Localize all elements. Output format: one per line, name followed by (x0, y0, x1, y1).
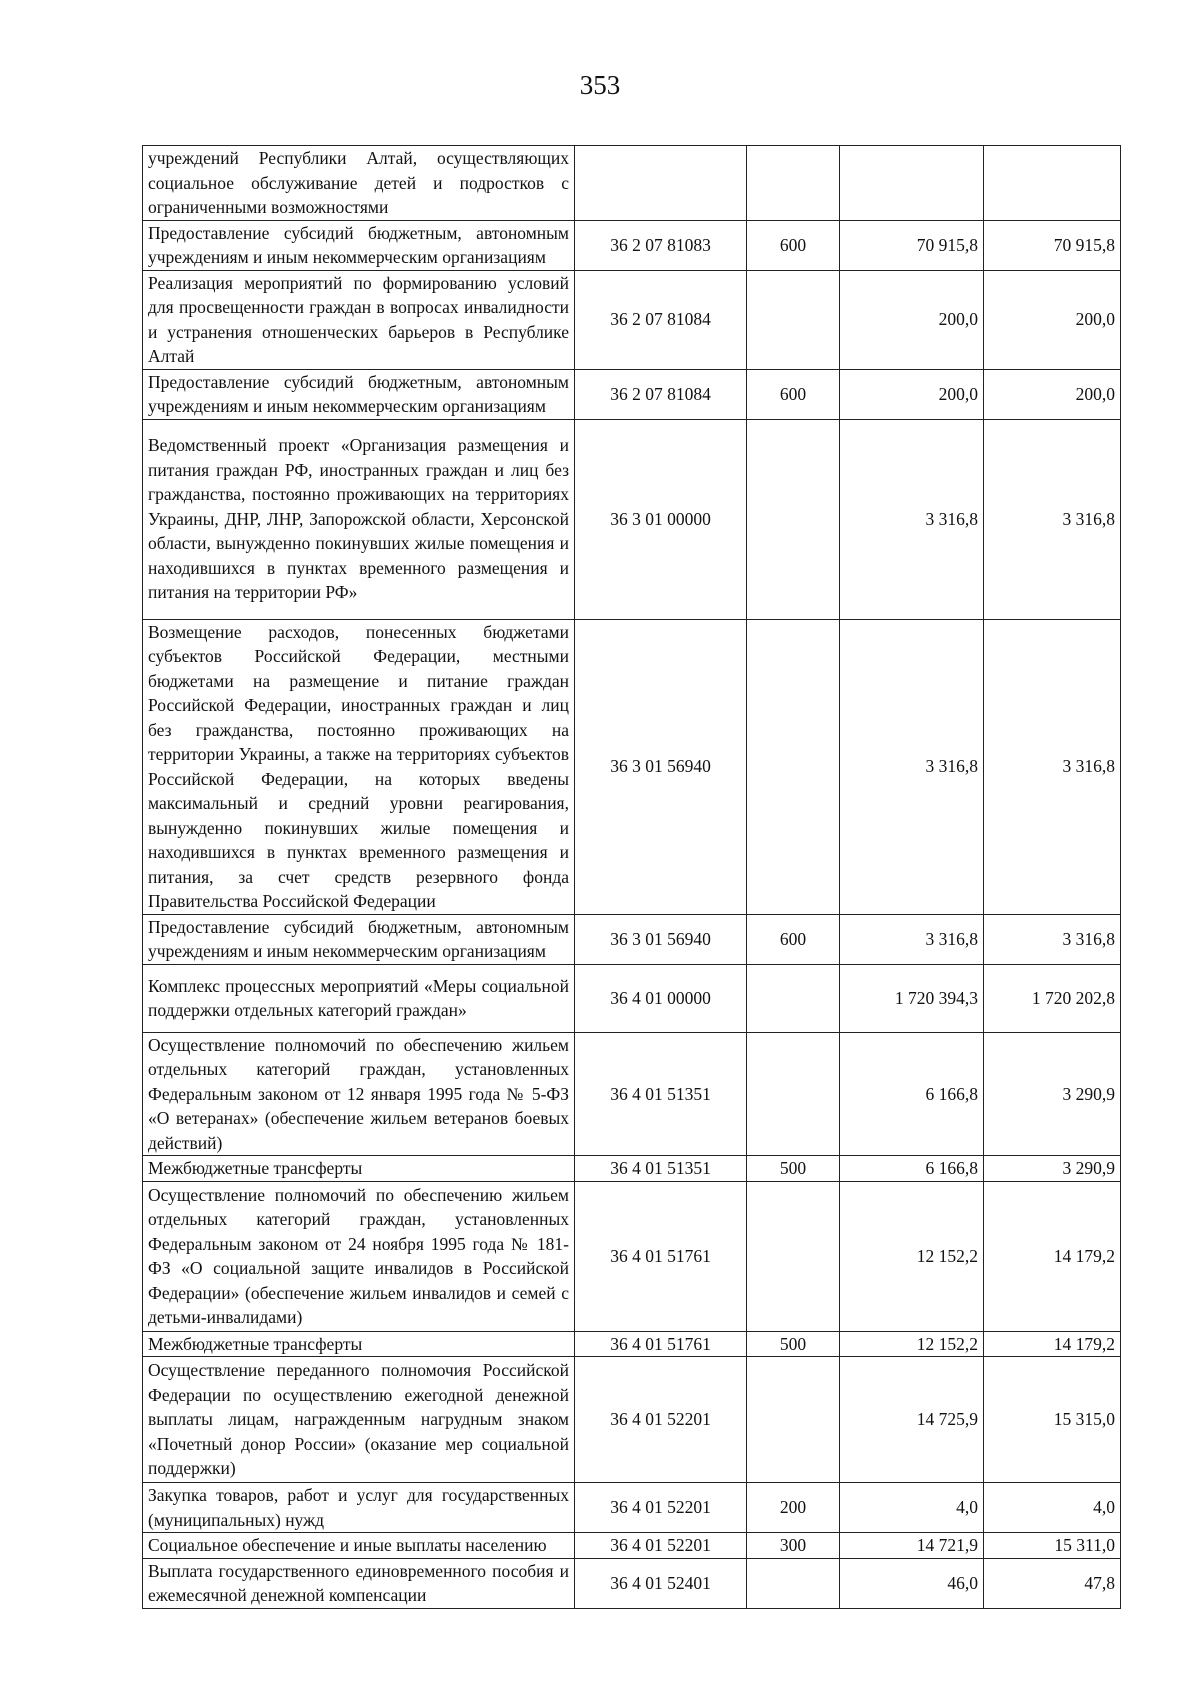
table-row (143, 964, 1121, 1032)
budget-table (142, 145, 1121, 1609)
row-expense-type-cell: 500 (747, 1331, 840, 1357)
page-number: 353 (579, 70, 621, 100)
table-row (143, 1357, 1121, 1483)
table-row (143, 619, 1121, 914)
table-row (143, 369, 1121, 419)
row-amount-year2-cell: 200,0 (984, 270, 1121, 369)
row-amount-year2-cell: 3 316,8 (984, 619, 1121, 914)
row-name-cell: Предоставление субсидий бюджетным, автономным учреждениям и иным некоммерческим организациям (143, 914, 575, 964)
row-expense-type-cell: 200 (747, 1483, 840, 1533)
row-amount-year2-cell: 1 720 202,8 (984, 964, 1121, 1032)
row-expense-type-cell: 300 (747, 1533, 840, 1559)
row-code-cell (575, 146, 747, 221)
row-amount-year2-cell: 14 179,2 (984, 1331, 1121, 1357)
row-expense-type-cell (747, 419, 840, 619)
row-code-cell: 36 4 01 51761 (575, 1331, 747, 1357)
row-amount-year1-cell: 3 316,8 (840, 419, 984, 619)
row-amount-year1-cell: 6 166,8 (840, 1032, 984, 1156)
table-row (143, 220, 1121, 270)
row-amount-year1-cell: 200,0 (840, 270, 984, 369)
row-code-cell: 36 4 01 52201 (575, 1357, 747, 1483)
row-code-cell: 36 2 07 81083 (575, 220, 747, 270)
row-amount-year2-cell: 3 290,9 (984, 1156, 1121, 1182)
row-expense-type-cell (747, 1558, 840, 1608)
row-amount-year2-cell: 15 315,0 (984, 1357, 1121, 1483)
row-name-cell: учреждений Республики Алтай, осуществляющих социальное обслуживание детей и подростков с ограниченными возможностями (143, 146, 575, 221)
row-expense-type-cell: 500 (747, 1156, 840, 1182)
row-expense-type-cell: 600 (747, 220, 840, 270)
row-code-cell: 36 4 01 51351 (575, 1156, 747, 1182)
table-row (143, 1558, 1121, 1608)
table-row (143, 1533, 1121, 1559)
row-expense-type-cell: 600 (747, 914, 840, 964)
row-name-cell: Осуществление полномочий по обеспечению жильем отдельных категорий граждан, установленных Федеральным законом от 24 ноября 1995 года № 181-ФЗ «О социальной защите инвалидов в Российской Федерации» (обеспечение жильем инвалидов и семей с детьми-инвалидами) (143, 1181, 575, 1331)
table-row (143, 419, 1121, 619)
row-name-cell: Ведомственный проект «Организация размещения и питания граждан РФ, иностранных граждан и лиц без гражданства, постоянно проживающих на территориях Украины, ДНР, ЛНР, Запорожской области, Херсонской области, вынужденно покинувших жилые помещения и находившихся в пунктах временного размещения и питания на территории РФ» (143, 419, 575, 619)
row-amount-year2-cell: 3 290,9 (984, 1032, 1121, 1156)
table-row (143, 1181, 1121, 1331)
row-expense-type-cell (747, 964, 840, 1032)
table-row (143, 146, 1121, 221)
row-expense-type-cell: 600 (747, 369, 840, 419)
row-name-cell: Реализация мероприятий по формированию условий для просвещенности граждан в вопросах инвалидности и устранения отношенческих барьеров в Республике Алтай (143, 270, 575, 369)
row-amount-year2-cell: 70 915,8 (984, 220, 1121, 270)
budget-table-body (143, 146, 1121, 1609)
row-amount-year2-cell (984, 146, 1121, 221)
table-row (143, 1156, 1121, 1182)
row-expense-type-cell (747, 619, 840, 914)
row-name-cell: Предоставление субсидий бюджетным, автономным учреждениям и иным некоммерческим организациям (143, 369, 575, 419)
table-row (143, 1032, 1121, 1156)
row-name-cell: Комплекс процессных мероприятий «Меры социальной поддержки отдельных категорий граждан» (143, 964, 575, 1032)
table-row (143, 914, 1121, 964)
table-row (143, 1483, 1121, 1533)
row-amount-year1-cell: 4,0 (840, 1483, 984, 1533)
row-name-cell: Социальное обеспечение и иные выплаты населению (143, 1533, 575, 1559)
row-amount-year1-cell: 12 152,2 (840, 1181, 984, 1331)
table-row (143, 270, 1121, 369)
row-name-cell: Межбюджетные трансферты (143, 1331, 575, 1357)
row-expense-type-cell (747, 1032, 840, 1156)
row-expense-type-cell (747, 1357, 840, 1483)
row-amount-year2-cell: 14 179,2 (984, 1181, 1121, 1331)
row-expense-type-cell (747, 270, 840, 369)
row-amount-year2-cell: 4,0 (984, 1483, 1121, 1533)
row-amount-year2-cell: 3 316,8 (984, 914, 1121, 964)
row-amount-year2-cell: 47,8 (984, 1558, 1121, 1608)
row-amount-year1-cell: 70 915,8 (840, 220, 984, 270)
table-row (143, 1331, 1121, 1357)
row-code-cell: 36 2 07 81084 (575, 369, 747, 419)
row-code-cell: 36 3 01 00000 (575, 419, 747, 619)
row-code-cell: 36 4 01 52401 (575, 1558, 747, 1608)
row-amount-year2-cell: 200,0 (984, 369, 1121, 419)
row-amount-year1-cell (840, 146, 984, 221)
row-expense-type-cell (747, 146, 840, 221)
row-amount-year1-cell: 3 316,8 (840, 619, 984, 914)
row-name-cell: Возмещение расходов, понесенных бюджетами субъектов Российской Федерации, местными бюджетами на размещение и питание граждан Российской Федерации, иностранных граждан и лиц без гражданства, постоянно проживающих на территории Украины, а также на территориях субъектов Российской Федерации, на которых введены максимальный и средний уровни реагирования, вынужденно покинувших жилые помещения и находившихся в пунктах временного размещения и питания, за счет средств резервного фонда Правительства Российской Федерации (143, 619, 575, 914)
row-code-cell: 36 4 01 52201 (575, 1483, 747, 1533)
row-name-cell: Предоставление субсидий бюджетным, автономным учреждениям и иным некоммерческим организациям (143, 220, 575, 270)
row-name-cell: Закупка товаров, работ и услуг для государственных (муниципальных) нужд (143, 1483, 575, 1533)
row-code-cell: 36 3 01 56940 (575, 619, 747, 914)
row-name-cell: Осуществление переданного полномочия Российской Федерации по осуществлению ежегодной денежной выплаты лицам, награжденным нагрудным знаком «Почетный донор России» (оказание мер социальной поддержки) (143, 1357, 575, 1483)
row-code-cell: 36 4 01 00000 (575, 964, 747, 1032)
row-code-cell: 36 4 01 51351 (575, 1032, 747, 1156)
row-code-cell: 36 4 01 51761 (575, 1181, 747, 1331)
row-code-cell: 36 2 07 81084 (575, 270, 747, 369)
row-amount-year1-cell: 3 316,8 (840, 914, 984, 964)
row-name-cell: Межбюджетные трансферты (143, 1156, 575, 1182)
row-amount-year1-cell: 14 725,9 (840, 1357, 984, 1483)
row-amount-year1-cell: 6 166,8 (840, 1156, 984, 1182)
row-amount-year1-cell: 14 721,9 (840, 1533, 984, 1559)
row-code-cell: 36 4 01 52201 (575, 1533, 747, 1559)
row-name-cell: Осуществление полномочий по обеспечению жильем отдельных категорий граждан, установленных Федеральным законом от 12 января 1995 года № 5-ФЗ «О ветеранах» (обеспечение жильем ветеранов боевых действий) (143, 1032, 575, 1156)
row-name-cell: Выплата государственного единовременного пособия и ежемесячной денежной компенсации (143, 1558, 575, 1608)
row-amount-year1-cell: 200,0 (840, 369, 984, 419)
row-amount-year1-cell: 1 720 394,3 (840, 964, 984, 1032)
row-amount-year2-cell: 3 316,8 (984, 419, 1121, 619)
row-amount-year2-cell: 15 311,0 (984, 1533, 1121, 1559)
row-amount-year1-cell: 46,0 (840, 1558, 984, 1608)
row-code-cell: 36 3 01 56940 (575, 914, 747, 964)
row-expense-type-cell (747, 1181, 840, 1331)
row-amount-year1-cell: 12 152,2 (840, 1331, 984, 1357)
